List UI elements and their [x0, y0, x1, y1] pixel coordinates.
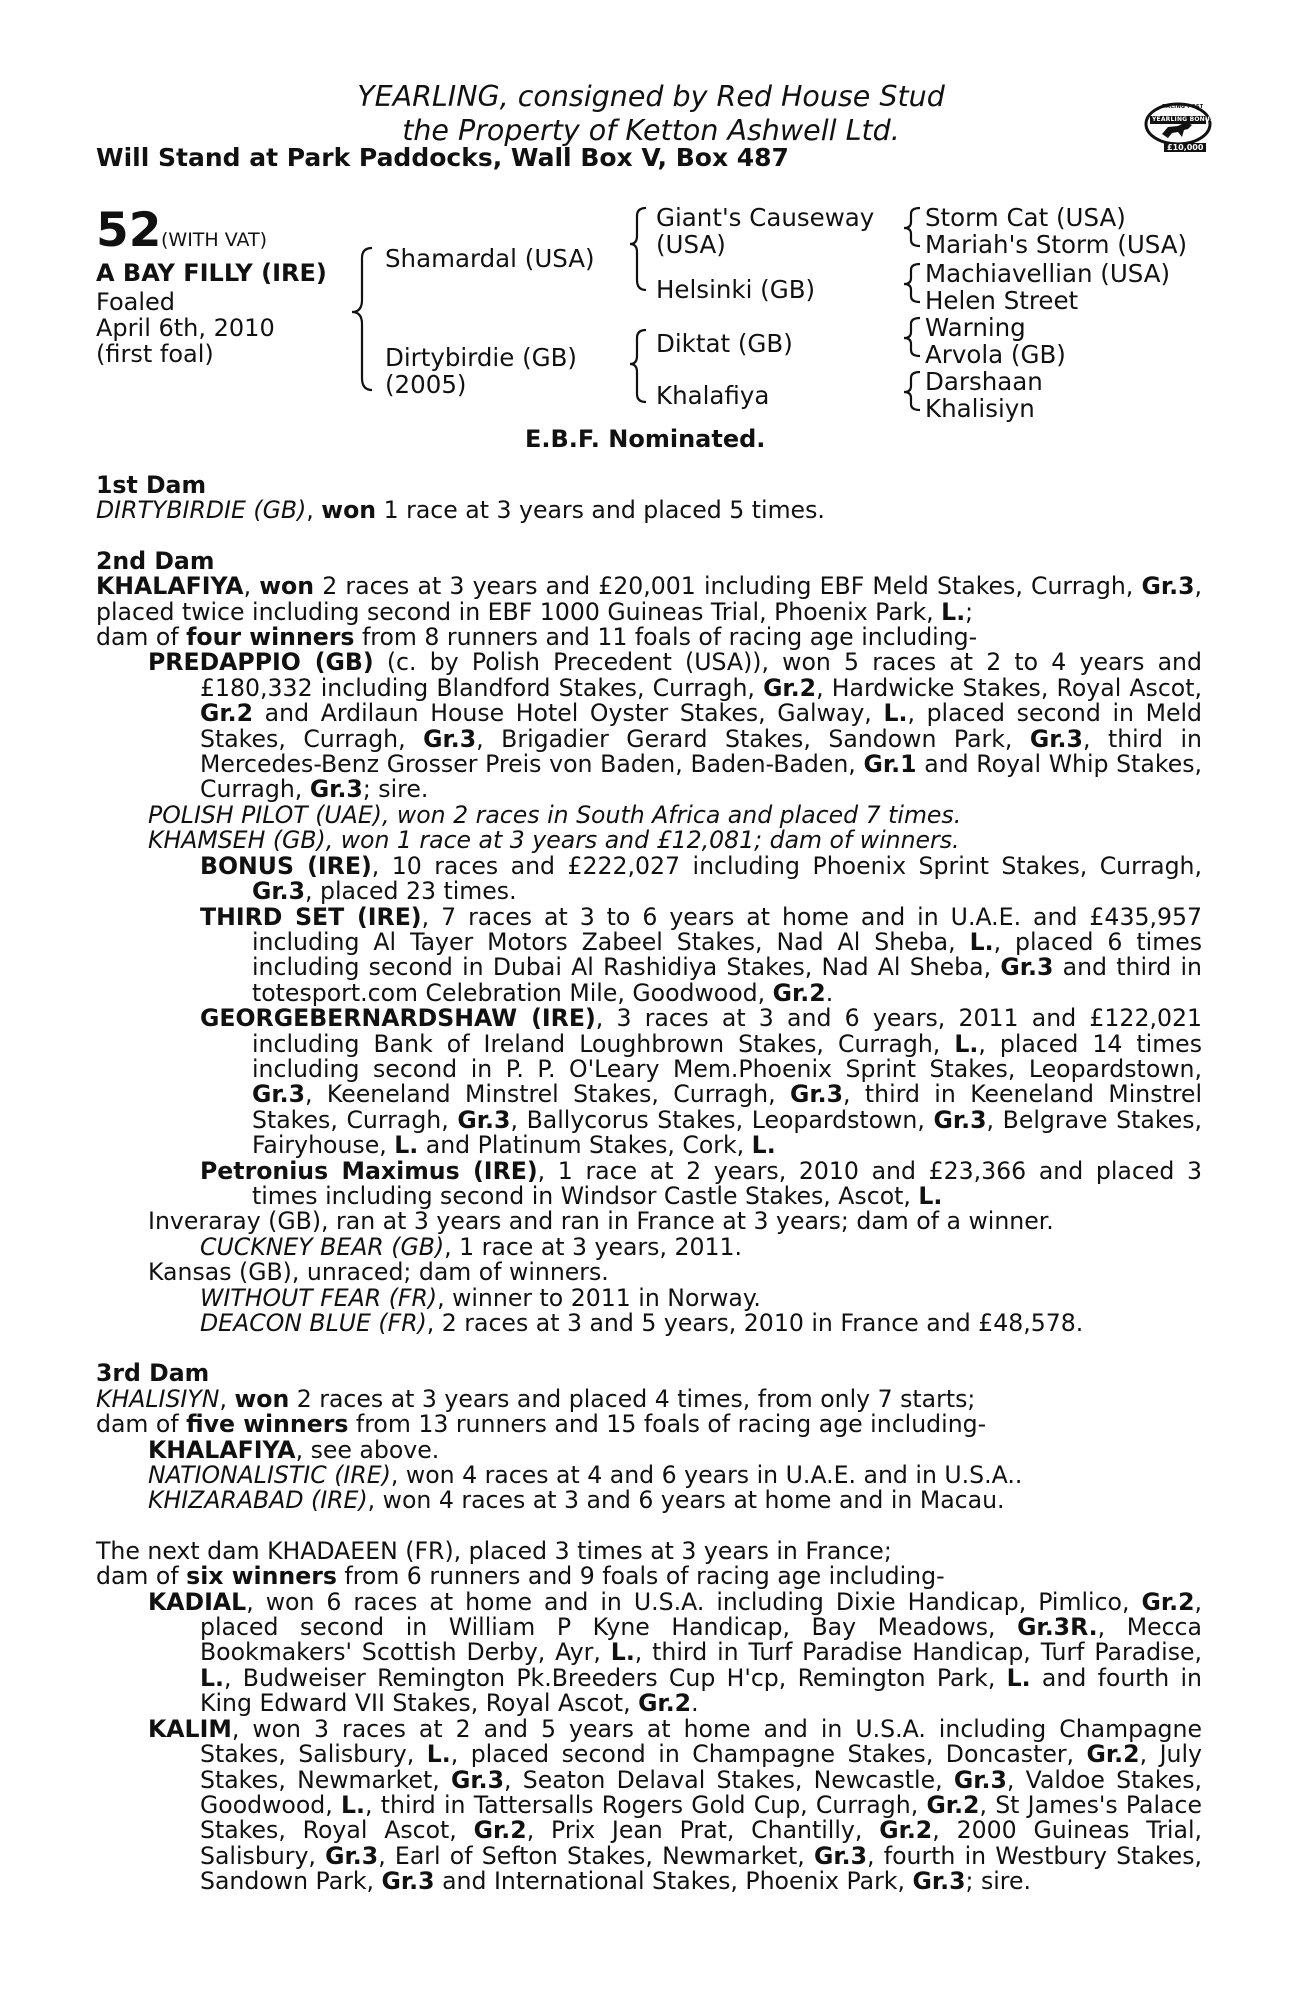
text-run: Gr.3: [933, 1105, 987, 1134]
produce-polish-pilot: [148, 800, 1202, 829]
header-consignor: YEARLING, consigned by Red House Stud: [357, 80, 945, 113]
text-run: , St James's Palace Stakes, Royal Ascot,: [200, 1790, 1202, 1845]
text-run: KALIM: [148, 1714, 232, 1743]
pedigree-gg-7: Darshaan: [925, 367, 1043, 396]
pedigree-gg-2: Mariah's Storm (USA): [925, 230, 1188, 259]
text-run: , placed 23 times.: [305, 877, 517, 906]
text-run: and International Stakes, Phoenix Park,: [434, 1867, 913, 1896]
text-run: and Ardilaun House Hotel Oyster Stakes, Galway,: [253, 699, 884, 728]
text-run: WITHOUT FEAR (FR): [200, 1283, 438, 1312]
text-run: Gr.2: [200, 699, 254, 728]
text-run: (c. by Polish Precedent (USA)), won 5 races at 2 to 4 years and £180,332 including Blandford Stakes, Curragh,: [200, 648, 1202, 702]
ebf-nomination: E.B.F. Nominated.: [525, 425, 766, 453]
text-run: , Mecca Bookmakers' Scottish Derby, Ayr,: [200, 1613, 1202, 1667]
pedigree-sire-dam: Helsinki (GB): [656, 275, 816, 304]
text-run: .: [825, 978, 834, 1007]
text-run: dam of: [96, 623, 187, 652]
produce-khamseh: [148, 828, 1202, 853]
third-dam-produce-summary: [96, 1412, 1202, 1437]
text-run: Gr.3: [1000, 953, 1054, 982]
text-run: Kansas (GB), unraced; dam of winners.: [148, 1258, 609, 1287]
text-run: Gr.3: [814, 1841, 868, 1870]
text-run: Gr.3: [912, 1867, 966, 1896]
text-run: KHAMSEH (GB): [148, 826, 326, 855]
text-run: , won 1 race at 3 years and £12,081; dam of winners.: [325, 826, 960, 855]
text-run: and Royal Whip Stakes, Curragh,: [200, 750, 1203, 804]
text-run: L.: [969, 927, 994, 956]
pedigree-sire-sire-line2: (USA): [656, 230, 726, 259]
text-run: and fourth in King Edward VII Stakes, Royal Ascot,: [200, 1663, 1202, 1718]
badge-value-text: £10,000: [1164, 143, 1206, 152]
text-run: , third in Keeneland Minstrel Stakes, Curragh,: [252, 1080, 1202, 1134]
text-run: ;: [965, 597, 974, 626]
text-run: L.: [200, 1663, 224, 1692]
first-dam-won: won: [321, 496, 377, 525]
text-run: , 10 races and £222,027 including Phoenix Sprint Stakes, Curragh,: [371, 851, 1203, 880]
text-run: , won 4 races at 4 and 6 years in U.A.E. and in U.S.A..: [390, 1461, 1023, 1490]
text-run: Gr.2: [772, 978, 826, 1007]
text-run: and third in totesport.com Celebration Mile, Goodwood,: [252, 953, 1203, 1007]
text-run: Gr.2: [473, 1816, 527, 1845]
text-run: , 1 race at 2 years, 2010 and £23,366 and placed 3 times including second in Windsor Castle Stakes, Ascot,: [252, 1156, 1202, 1210]
text-run: Gr.3: [457, 1105, 511, 1134]
text-run: Gr.3: [381, 1867, 435, 1896]
text-run: L.: [941, 597, 966, 626]
text-run: , Ballycorus Stakes, Leopardstown,: [510, 1105, 934, 1134]
text-run: , placed 6 times including second in Dubai Al Rashidiya Stakes, Nad Al Sheba,: [252, 927, 1203, 982]
text-run: , placed second in Meld Stakes, Curragh,: [200, 699, 1202, 753]
text-run: , Brigadier Gerard Stakes, Sandown Park,: [476, 724, 1030, 753]
produce-without-fear: [200, 1283, 1202, 1312]
text-run: and Platinum Stakes, Cork,: [418, 1131, 752, 1160]
text-run: , Keeneland Minstrel Stakes, Curragh,: [305, 1080, 790, 1109]
text-run: , won 3 races at 2 and 5 years at home and in U.S.A. including Champagne Stakes, Salisbury,: [200, 1714, 1202, 1769]
pedigree-gg-8: Khalisiyn: [925, 394, 1035, 423]
text-run: Gr.3: [423, 724, 477, 753]
text-run: , 3 races at 3 and 6 years, 2011 and £122,021 including Bank of Ireland Loughbrown Stakes, Curragh,: [252, 1004, 1202, 1058]
pedigree-dam-line1: Dirtybirdie (GB): [385, 343, 577, 372]
text-run: L.: [341, 1790, 366, 1819]
text-run: L.: [883, 699, 908, 728]
text-run: Gr.3: [325, 1841, 379, 1870]
text-run: six winners: [186, 1562, 337, 1591]
text-run: Gr.3: [252, 877, 306, 906]
text-run: , third in Mercedes-Benz Grosser Preis von Baden, Baden-Baden,: [200, 724, 1202, 779]
pedigree-gg-5: Warning: [925, 313, 1026, 342]
text-run: L.: [426, 1740, 451, 1769]
text-run: .: [691, 1689, 699, 1718]
text-run: , Hardwicke Stakes, Royal Ascot,: [816, 673, 1202, 702]
text-run: THIRD SET (IRE): [200, 902, 422, 931]
text-run: won: [234, 1384, 290, 1413]
text-run: , Valdoe Stakes, Goodwood,: [200, 1765, 1202, 1819]
text-run: Gr.3: [451, 1765, 505, 1794]
text-run: , 2000 Guineas Trial, Salisbury,: [200, 1816, 1202, 1870]
text-run: KHIZARABAD (IRE): [148, 1486, 368, 1515]
header-owner: the Property of Ketton Ashwell Ltd.: [402, 114, 900, 147]
text-run: 2 races at 3 years and £20,001 including EBF Meld Stakes, Curragh,: [314, 572, 1142, 601]
text-run: The next dam KHADAEEN (FR), placed 3 times at 3 years in France;: [96, 1536, 892, 1565]
text-run: Gr.3R.: [1017, 1613, 1098, 1642]
text-run: dam of: [96, 1562, 187, 1591]
text-run: , 2 races at 3 and 5 years, 2010 in France and £48,578.: [426, 1309, 1084, 1337]
text-run: , Budweiser Remington Pk.Breeders Cup H'cp, Remington Park,: [224, 1663, 1007, 1692]
text-run: ; sire.: [362, 775, 429, 804]
text-run: L.: [954, 1029, 979, 1058]
produce-predappio: [148, 650, 1202, 802]
third-dam-heading: 3rd Dam: [96, 1359, 210, 1388]
text-run: Gr.3: [789, 1080, 844, 1109]
second-dam-entry: [96, 574, 1202, 625]
text-run: , won 2 races in South Africa and placed 7 times.: [381, 800, 962, 829]
produce-khizarabad: [148, 1488, 1202, 1513]
text-run: from 8 runners and 11 foals of racing age including-: [354, 623, 978, 652]
pedigree-dam-line2: (2005): [385, 370, 467, 399]
text-run: ,: [219, 1384, 235, 1413]
text-run: KHALAFIYA: [96, 572, 244, 601]
text-run: , third in Turf Paradise Handicap, Turf Paradise,: [634, 1638, 1202, 1667]
text-run: , Earl of Sefton Stakes, Newmarket,: [378, 1841, 814, 1870]
text-run: , placed second in William P Kyne Handicap, Bay Meadows,: [200, 1587, 1202, 1642]
produce-bonus: [200, 851, 1203, 906]
text-run: KHALISIYN: [96, 1384, 220, 1413]
text-run: ; sire.: [965, 1867, 1031, 1896]
badge-middle-text: YEARLING BONUS: [1152, 116, 1215, 123]
lot-note: (first foal): [96, 340, 214, 368]
text-run: , placed second in Champagne Stakes, Doncaster,: [450, 1740, 1087, 1769]
text-run: Gr.2: [763, 673, 817, 702]
pedigree-gg-4: Helen Street: [925, 286, 1079, 315]
text-run: , placed 14 times including second in P. P. O'Leary Mem.Phoenix Sprint Stakes, Leopardstown,: [252, 1029, 1202, 1083]
text-run: , winner to 2011 in Norway.: [437, 1283, 761, 1312]
text-run: KADIAL: [148, 1587, 247, 1616]
text-run: , Prix Jean Prat, Chantilly,: [526, 1816, 880, 1845]
text-run: Gr.3: [953, 1765, 1007, 1794]
pedigree-dam-dam: Khalafiya: [656, 381, 770, 410]
text-run: GEORGEBERNARDSHAW (IRE): [200, 1004, 596, 1033]
produce-kalim: [148, 1714, 1202, 1896]
text-run: Gr.2: [879, 1816, 933, 1845]
text-run: four winners: [186, 623, 355, 652]
text-run: DEACON BLUE (FR): [200, 1309, 427, 1337]
text-run: L.: [610, 1638, 635, 1667]
text-run: Inveraray (GB), ran at 3 years and ran in France at 3 years; dam of a winner.: [148, 1207, 1054, 1236]
text-run: , fourth in Westbury Stakes, Sandown Park,: [200, 1841, 1202, 1896]
text-run: won: [259, 572, 315, 601]
text-run: , July Stakes, Newmarket,: [200, 1740, 1202, 1794]
header-location: Will Stand at Park Paddocks, Wall Box V, Box 487: [96, 143, 789, 172]
catalogue-body: [96, 473, 1202, 1895]
produce-inveraray: [148, 1209, 1202, 1234]
first-dam-record: 1 race at 3 years and placed 5 times.: [376, 496, 825, 525]
text-run: , Belgrave Stakes, Fairyhouse,: [252, 1105, 1202, 1160]
pedigree-gg-1: Storm Cat (USA): [925, 203, 1126, 232]
pedigree-gg-3: Machiavellian (USA): [925, 259, 1171, 288]
text-run: Gr.2: [1086, 1740, 1140, 1769]
badge-top-text: RACING POST: [1162, 104, 1204, 110]
text-run: L.: [1006, 1663, 1031, 1692]
text-run: Gr.3: [252, 1080, 306, 1109]
produce-cuckney-bear: [200, 1232, 1202, 1261]
text-run: , won 6 races at home and in U.S.A. including Dixie Handicap, Pimlico,: [246, 1587, 1142, 1616]
lot-vat-note: (WITH VAT): [161, 229, 268, 251]
produce-khalafiya: [148, 1435, 1202, 1464]
produce-kadial: [148, 1587, 1202, 1718]
text-run: Gr.2: [926, 1790, 980, 1819]
second-dam-heading: 2nd Dam: [96, 546, 215, 575]
next-dam-produce-summary: [96, 1564, 1202, 1589]
pedigree-sire-sire-line1: Giant's Causeway: [656, 203, 875, 232]
text-run: Gr.3: [1029, 724, 1083, 753]
produce-nationalistic: [148, 1463, 1202, 1488]
text-run: POLISH PILOT (UAE): [148, 800, 382, 829]
lot-foaled-label: Foaled: [96, 288, 176, 316]
text-run: NATIONALISTIC (IRE): [148, 1461, 391, 1490]
text-run: L.: [394, 1131, 419, 1160]
text-run: BONUS (IRE): [200, 851, 372, 880]
lot-foaled-date: April 6th, 2010: [96, 314, 275, 342]
text-run: , Seaton Delaval Stakes, Newcastle,: [504, 1765, 954, 1794]
text-run: ,: [243, 572, 260, 601]
text-run: KHALAFIYA: [148, 1435, 296, 1464]
text-run: from 13 runners and 15 foals of racing age including-: [348, 1410, 987, 1439]
text-run: Gr.2: [1141, 1587, 1195, 1616]
produce-kansas: [148, 1260, 1202, 1285]
text-run: from 6 runners and 9 foals of racing age including-: [336, 1562, 945, 1591]
text-run: L.: [751, 1131, 776, 1160]
text-run: 2 races at 3 years and placed 4 times, from only 7 starts;: [289, 1384, 976, 1413]
text-run: L.: [918, 1181, 943, 1210]
text-run: , 1 race at 3 years, 2011.: [444, 1232, 743, 1261]
text-run: five winners: [186, 1410, 349, 1439]
produce-georgebernardshaw: [200, 1006, 1202, 1158]
produce-third-set: [200, 902, 1203, 1007]
produce-petronius-maximus: [200, 1156, 1202, 1210]
text-run: , see above.: [295, 1435, 440, 1464]
pedigree-sire: Shamardal (USA): [385, 244, 595, 273]
text-run: Gr.3: [1141, 572, 1195, 601]
pedigree-dam-sire: Diktat (GB): [656, 329, 793, 358]
text-run: , third in Tattersalls Rogers Gold Cup, Curragh,: [365, 1790, 927, 1819]
text-run: dam of: [96, 1410, 187, 1439]
text-run: Gr.2: [638, 1689, 692, 1718]
first-dam-entry: DIRTYBIRDIE (GB), won 1 race at 3 years and placed 5 times.: [96, 496, 825, 525]
produce-deacon-blue: [200, 1311, 1202, 1336]
text-run: , won 4 races at 3 and 6 years at home and in Macau.: [367, 1486, 1005, 1515]
lot-name: A BAY FILLY (IRE): [96, 259, 327, 287]
text-run: Gr.1: [863, 750, 917, 779]
third-dam-entry: [96, 1384, 1202, 1413]
text-run: , placed twice including second in EBF 1000 Guineas Trial, Phoenix Park,: [96, 572, 1202, 626]
second-dam-produce-summary: [96, 625, 1202, 650]
text-run: PREDAPPIO (GB): [148, 648, 374, 677]
text-run: CUCKNEY BEAR (GB): [200, 1232, 445, 1261]
first-dam-heading: 1st Dam: [96, 471, 207, 499]
lot-number: 52: [96, 203, 162, 258]
text-run: , 7 races at 3 to 6 years at home and in U.A.E. and £435,957 including Al Tayer Motors Zabeel Stakes, Nad Al Sheba,: [252, 902, 1203, 956]
text-run: Petronius Maximus (IRE): [200, 1156, 538, 1185]
text-run: Gr.3: [309, 775, 363, 804]
next-dam-entry: [96, 1536, 1202, 1565]
first-dam-name: DIRTYBIRDIE (GB): [96, 496, 307, 525]
pedigree-gg-6: Arvola (GB): [925, 340, 1066, 369]
